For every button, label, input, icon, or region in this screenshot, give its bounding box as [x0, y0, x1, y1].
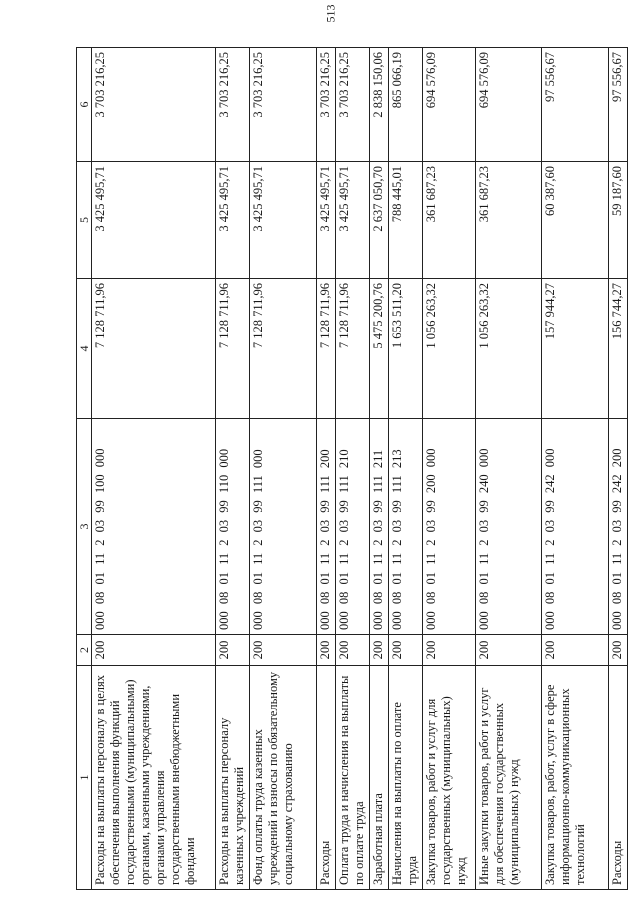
- amount-col6: 865 066,19: [388, 48, 422, 162]
- amount-col4: 5 475 200,76: [370, 279, 389, 419]
- table-row: [316, 48, 335, 890]
- table-row: [370, 48, 389, 890]
- kbk-code: 000 08 01 11 2 03 99 100 000: [92, 419, 215, 635]
- kbk-code: 000 08 01 11 2 03 99 111 000: [250, 419, 317, 635]
- table-row: [475, 48, 542, 890]
- table-row: [609, 48, 628, 890]
- amount-col6: 694 576,09: [475, 48, 542, 162]
- table-header-row: [77, 48, 92, 890]
- row-name: Закупка товаров, работ и услуг для государственных (муниципальных) нужд: [423, 666, 475, 890]
- amount-col5: 361 687,23: [423, 162, 475, 279]
- kbk-code: 000 08 01 11 2 03 99 110 000: [215, 419, 249, 635]
- table-row: [335, 48, 369, 890]
- table-row: [542, 48, 609, 890]
- amount-col5: 3 425 495,71: [335, 162, 369, 279]
- table-row: [250, 48, 317, 890]
- amount-col6: 97 556,67: [609, 48, 628, 162]
- amount-col4: 1 056 263,32: [423, 279, 475, 419]
- row-name: Расходы на выплаты персоналу казенных учреждений: [215, 666, 249, 890]
- table-row: [388, 48, 422, 890]
- amount-col5: 3 425 495,71: [92, 162, 215, 279]
- row-code: 200: [388, 635, 422, 666]
- row-name: Заработная плата: [370, 666, 389, 890]
- row-name: Расходы: [609, 666, 628, 890]
- row-code: 200: [370, 635, 389, 666]
- column-header-4: 4: [77, 279, 92, 419]
- amount-col4: 7 128 711,96: [92, 279, 215, 419]
- row-name: Расходы: [316, 666, 335, 890]
- amount-col4: 7 128 711,96: [250, 279, 317, 419]
- column-header-5: 5: [77, 162, 92, 279]
- kbk-code: 000 08 01 11 2 03 99 242 200: [609, 419, 628, 635]
- kbk-code: 000 08 01 11 2 03 99 200 000: [423, 419, 475, 635]
- row-name: Иные закупки товаров, работ и услуг для обеспечения государственных (муниципальных) нужд: [475, 666, 542, 890]
- page-number: 513: [323, 4, 338, 23]
- row-code: 200: [92, 635, 215, 666]
- row-name: Закупка товаров, работ, услуг в сфере информационно-коммуникационных технологий: [542, 666, 609, 890]
- amount-col5: 788 445,01: [388, 162, 422, 279]
- row-name: Фонд оплаты труда казенных учреждений и взносы по обязательному социальному страхованию: [250, 666, 317, 890]
- amount-col6: 3 703 216,25: [335, 48, 369, 162]
- kbk-code: 000 08 01 11 2 03 99 111 210: [335, 419, 369, 635]
- row-name: Расходы на выплаты персоналу в целях обеспечения выполнения функций государственными (муниципальными) органами, казенными учреждениями, органами управления государственными внебюджетными фондами: [92, 666, 215, 890]
- kbk-code: 000 08 01 11 2 03 99 240 000: [475, 419, 542, 635]
- row-code: 200: [316, 635, 335, 666]
- row-code: 200: [250, 635, 317, 666]
- row-name: Оплата труда и начисления на выплаты по оплате труда: [335, 666, 369, 890]
- amount-col6: 97 556,67: [542, 48, 609, 162]
- amount-col4: 1 653 511,20: [388, 279, 422, 419]
- column-header-6: 6: [77, 48, 92, 162]
- row-code: 200: [423, 635, 475, 666]
- budget-table: [76, 47, 628, 890]
- amount-col6: 3 703 216,25: [250, 48, 317, 162]
- row-name: Начисления на выплаты по оплате труда: [388, 666, 422, 890]
- kbk-code: 000 08 01 11 2 03 99 111 200: [316, 419, 335, 635]
- kbk-code: 000 08 01 11 2 03 99 111 213: [388, 419, 422, 635]
- amount-col5: 59 187,60: [609, 162, 628, 279]
- amount-col5: 3 425 495,71: [316, 162, 335, 279]
- amount-col5: 3 425 495,71: [250, 162, 317, 279]
- table-row: [215, 48, 249, 890]
- table-row: [423, 48, 475, 890]
- column-header-3: 3: [77, 419, 92, 635]
- row-code: 200: [542, 635, 609, 666]
- row-code: 200: [335, 635, 369, 666]
- amount-col5: 60 387,60: [542, 162, 609, 279]
- row-code: 200: [475, 635, 542, 666]
- amount-col4: 7 128 711,96: [335, 279, 369, 419]
- amount-col5: 361 687,23: [475, 162, 542, 279]
- table-row: [92, 48, 215, 890]
- amount-col4: 7 128 711,96: [215, 279, 249, 419]
- budget-table-container: [76, 48, 628, 890]
- row-code: 200: [609, 635, 628, 666]
- amount-col6: 2 838 150,06: [370, 48, 389, 162]
- amount-col6: 3 703 216,25: [215, 48, 249, 162]
- column-header-1: 1: [77, 666, 92, 890]
- amount-col4: 7 128 711,96: [316, 279, 335, 419]
- amount-col4: 156 744,27: [609, 279, 628, 419]
- amount-col4: 157 944,27: [542, 279, 609, 419]
- amount-col6: 3 703 216,25: [92, 48, 215, 162]
- amount-col6: 694 576,09: [423, 48, 475, 162]
- amount-col5: 3 425 495,71: [215, 162, 249, 279]
- kbk-code: 000 08 01 11 2 03 99 242 000: [542, 419, 609, 635]
- row-code: 200: [215, 635, 249, 666]
- amount-col6: 3 703 216,25: [316, 48, 335, 162]
- amount-col5: 2 637 050,70: [370, 162, 389, 279]
- amount-col4: 1 056 263,32: [475, 279, 542, 419]
- kbk-code: 000 08 01 11 2 03 99 111 211: [370, 419, 389, 635]
- column-header-2: 2: [77, 635, 92, 666]
